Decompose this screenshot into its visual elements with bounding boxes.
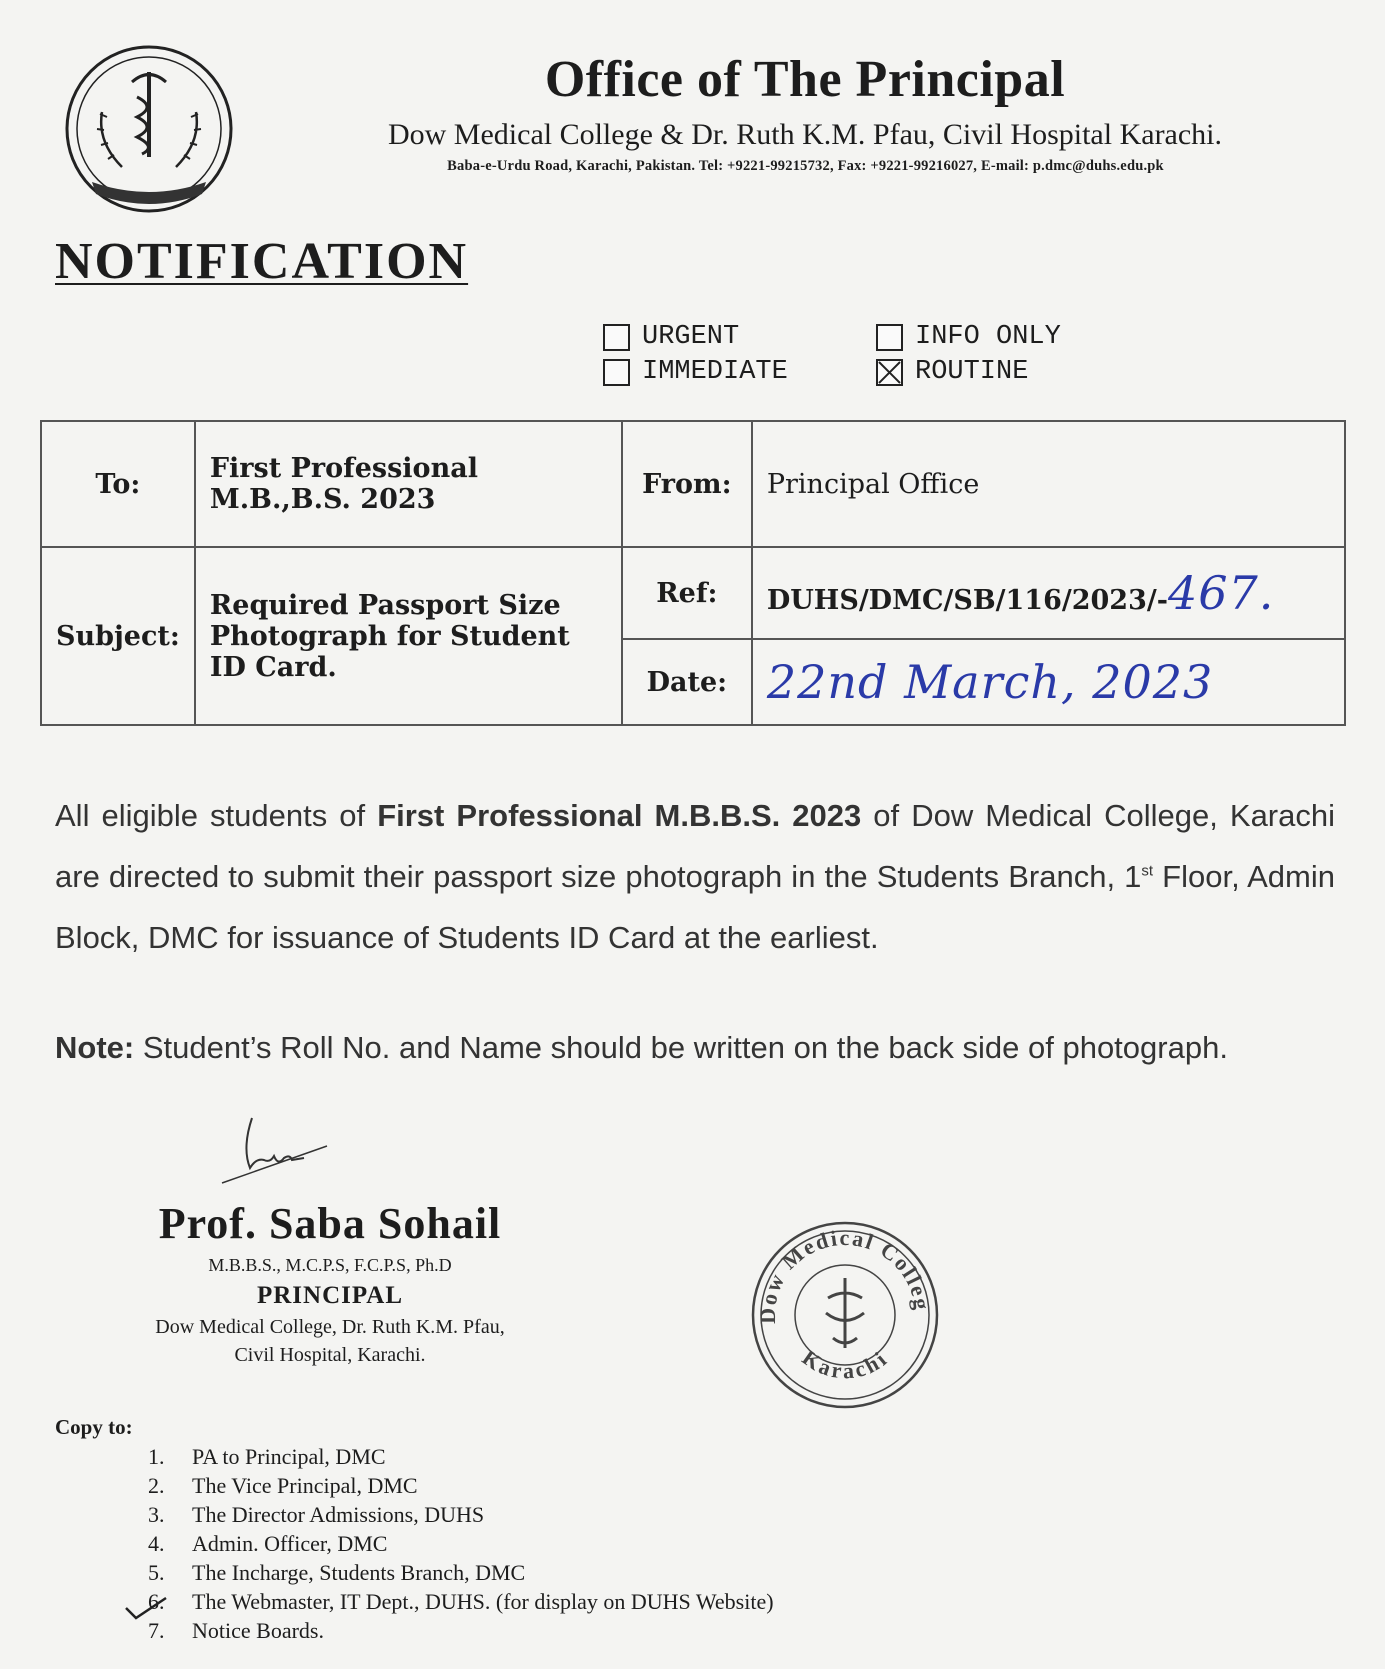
to-line-1: First Professional: [209, 453, 478, 484]
cross-mark-icon: [878, 361, 901, 384]
immediate-checkbox: [603, 359, 630, 386]
info-only-checkbox: [876, 324, 903, 351]
from-label: From:: [622, 421, 752, 547]
list-item: 4. Admin. Officer, DMC: [148, 1531, 388, 1556]
signatory-qualifications: M.B.B.S., M.C.P.S, F.C.P.S, Ph.D: [208, 1255, 452, 1275]
body-text-b: of Dow Medical College, Karachi are directed to submit their passport size photograph in the Students Branch, 1: [55, 798, 1335, 894]
stamp-bottom-text: Karachi: [797, 1344, 894, 1384]
priority-immediate: [603, 357, 788, 387]
to-label: To:: [41, 421, 195, 547]
signatory-title: PRINCIPAL: [256, 1282, 404, 1309]
urgent-checkbox: [603, 324, 630, 351]
priority-info-only: [876, 322, 1061, 352]
ref-number: DUHS/DMC/SB/116/2023/-: [766, 585, 1168, 616]
to-line-2: M.B.,B.S. 2023: [209, 484, 436, 515]
list-item: 1. PA to Principal, DMC: [148, 1444, 386, 1469]
list-item: 5. The Incharge, Students Branch, DMC: [148, 1560, 526, 1585]
to-value: [195, 421, 622, 547]
list-item: 3. The Director Admissions, DUHS: [148, 1502, 485, 1527]
subject-value: [195, 547, 622, 725]
notification-heading: NOTIFICATION: [55, 233, 469, 290]
immediate-label: IMMEDIATE: [642, 357, 788, 387]
priority-urgent: [603, 322, 739, 352]
subject-line-3: ID Card.: [209, 651, 337, 683]
handwritten-signature: [212, 1108, 342, 1188]
routine-label: ROUTINE: [915, 357, 1029, 387]
signatory-institution: Dow Medical College, Dr. Ruth K.M. Pfau,: [155, 1316, 505, 1338]
notice-body-paragraph: [55, 785, 1335, 968]
subject-line-2: Photograph for Student: [209, 620, 570, 652]
body-text-a: All eligible students of: [55, 798, 378, 833]
routine-checkbox-checked: [876, 359, 903, 386]
college-seal-stamp: [748, 1218, 943, 1413]
svg-text:Dow Medical College: [748, 1218, 935, 1324]
urgent-label: URGENT: [642, 322, 740, 352]
note-text: Student’s Roll No. and Name should be written on the back side of photograph.: [134, 1030, 1228, 1065]
memo-header-table: [40, 420, 1346, 726]
info-only-label: INFO ONLY: [915, 322, 1061, 352]
ref-handwritten-number: 467.: [1167, 566, 1275, 620]
svg-text:Karachi: [798, 1345, 893, 1384]
list-item: 7. Notice Boards.: [148, 1618, 324, 1643]
contact-address-line: Baba-e-Urdu Road, Karachi, Pakistan. Tel: +9221-99215732, Fax: +9221-99216027, E-mail: p.dmc@duhs.edu.pk: [447, 158, 1164, 174]
note-label: Note:: [55, 1030, 135, 1065]
list-item: 6. The Webmaster, IT Dept., DUHS. (for display on DUHS Website): [148, 1589, 774, 1614]
list-item: 2. The Vice Principal, DMC: [148, 1473, 418, 1498]
body-superscript: st: [1141, 862, 1154, 880]
stamp-top-text: Dow Medical Colleg: [754, 1224, 936, 1324]
signatory-name: Prof. Saba Sohail: [158, 1199, 502, 1248]
college-name-line: Dow Medical College & Dr. Ruth K.M. Pfau, Civil Hospital Karachi.: [387, 118, 1223, 151]
copy-to-label: Copy to:: [55, 1415, 133, 1439]
copy-to-list: [148, 1444, 774, 1647]
office-title: Office of The Principal: [544, 51, 1066, 108]
signatory-city: Civil Hospital, Karachi.: [234, 1344, 426, 1366]
ref-label: Ref:: [622, 547, 752, 639]
from-value: Principal Office: [752, 421, 1345, 547]
college-crest-logo: [62, 42, 237, 217]
date-handwritten: 22nd March, 2023: [766, 655, 1214, 709]
body-bold-class: First Professional M.B.B.S. 2023: [377, 798, 862, 833]
note-paragraph: [55, 1030, 1335, 1066]
ref-value: [752, 547, 1345, 639]
subject-line-1: Required Passport Size: [209, 589, 561, 621]
subject-label: Subject:: [41, 547, 195, 725]
priority-routine: [876, 357, 1028, 387]
date-value: [752, 639, 1345, 725]
date-label: Date:: [622, 639, 752, 725]
body-text-c: Floor, Admin Block, DMC for issuance of Students ID Card at the earliest.: [55, 859, 1335, 955]
handwritten-tick-icon: [122, 1594, 170, 1622]
